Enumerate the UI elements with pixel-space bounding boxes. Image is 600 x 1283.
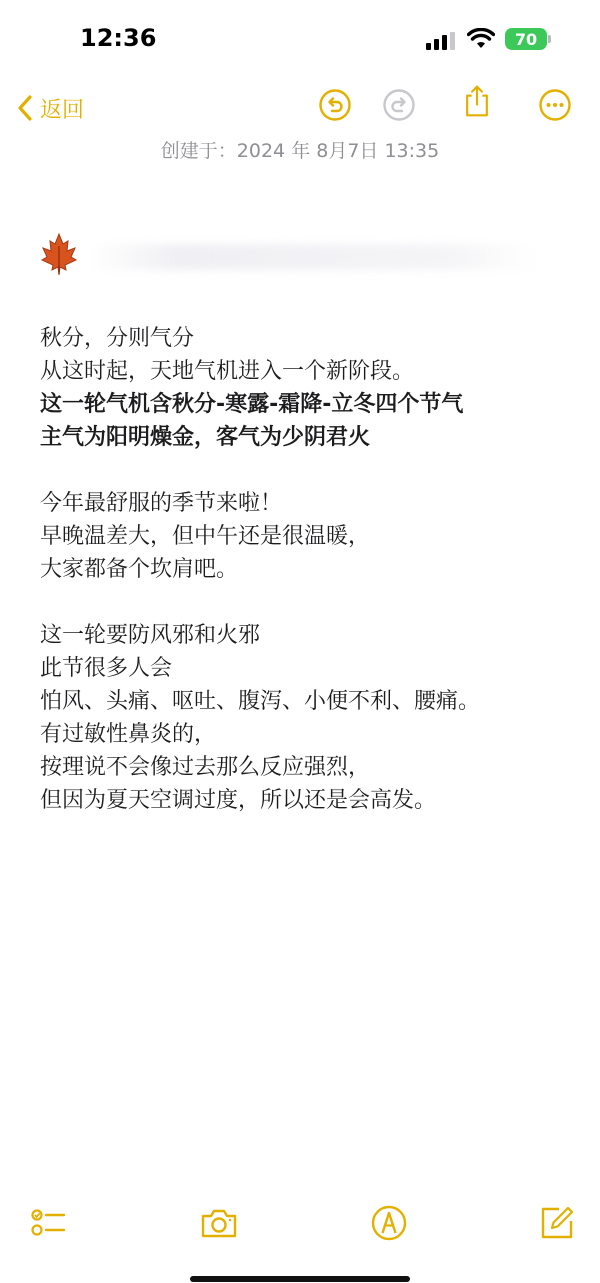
cellular-signal-icon [426, 32, 458, 50]
bottom-toolbar [0, 1196, 600, 1252]
status-time: 12:36 [80, 24, 157, 52]
wifi-icon [467, 28, 495, 50]
note-blank-line [40, 454, 580, 487]
note-body[interactable] [40, 322, 580, 817]
note-line: 大家都备个坎肩吧。 [40, 557, 239, 582]
blurred-text-line [88, 244, 538, 270]
note-line: 这一轮气机含秋分-寒露-霜降-立冬四个节气 [40, 392, 464, 417]
maple-leaf-icon [40, 232, 78, 276]
note-line: 这一轮要防风邪和火邪 [40, 623, 261, 648]
back-label: 返回 [40, 97, 85, 123]
note-line: 怕风、头痛、呕吐、腹泻、小便不利、腰痛。 [40, 689, 481, 714]
note-line: 但因为夏天空调过度，所以还是会高发。 [40, 788, 437, 813]
more-icon[interactable] [538, 88, 572, 122]
note-line: 此节很多人会 [40, 656, 173, 681]
status-bar [0, 0, 600, 80]
undo-icon[interactable] [318, 88, 352, 122]
note-line: 有过敏性鼻炎的， [40, 722, 217, 747]
note-line: 秋分，分则气分 [40, 326, 195, 351]
note-line: 早晚温差大，但中午还是很温暖， [40, 524, 371, 549]
back-button[interactable] [16, 88, 84, 128]
compose-icon[interactable] [538, 1204, 576, 1242]
nav-bar [0, 80, 600, 134]
chevron-left-icon [16, 94, 34, 122]
battery-cap [548, 35, 551, 43]
note-line: 主气为阳明燥金，客气为少阴君火 [40, 425, 371, 450]
note-line: 从这时起，天地气机进入一个新阶段。 [40, 359, 415, 384]
redo-icon[interactable] [382, 88, 416, 122]
battery-icon [505, 28, 547, 50]
note-blank-line [40, 586, 580, 619]
camera-icon[interactable] [200, 1204, 238, 1242]
checklist-icon[interactable] [30, 1204, 68, 1242]
home-indicator [190, 1276, 410, 1282]
note-line: 今年最舒服的季节来啦！ [40, 491, 283, 516]
share-icon[interactable] [460, 84, 494, 118]
created-date: 创建于：2024 年 8月7日 13:35 [160, 140, 440, 162]
battery-level: 70 [514, 29, 538, 49]
note-line: 按理说不会像过去那么反应强烈， [40, 755, 371, 780]
markup-icon[interactable] [370, 1204, 408, 1242]
